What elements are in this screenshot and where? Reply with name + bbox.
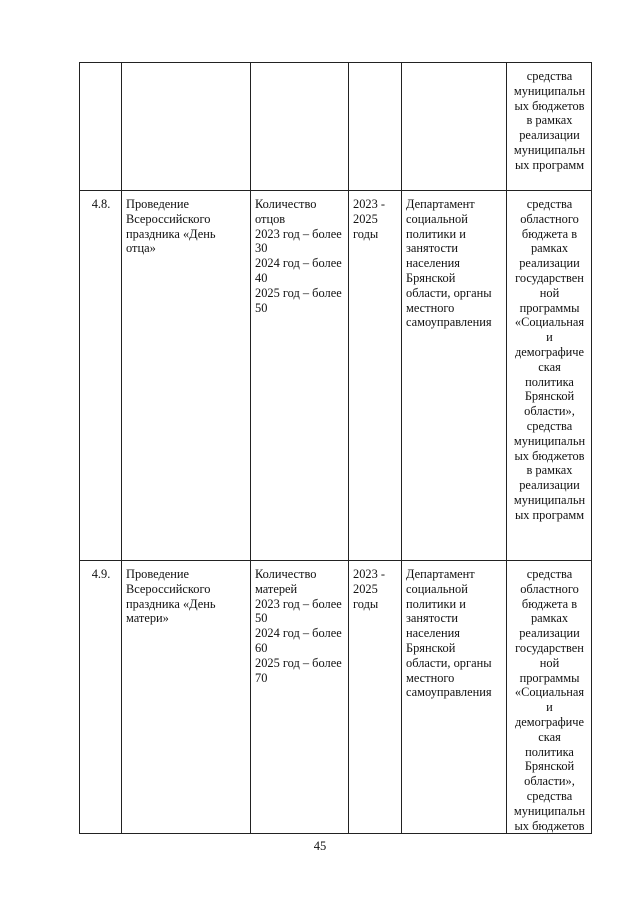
event-cell — [122, 561, 251, 834]
cell-text-line: отцов — [255, 211, 286, 226]
cell-text-line: 2025 — [353, 581, 378, 596]
cell-text-line: и — [546, 700, 553, 715]
period-cell — [349, 561, 402, 834]
cell-text-line: ых программ — [514, 157, 585, 172]
cell-text-line: Департамент — [406, 197, 475, 211]
indicator-cell — [251, 191, 349, 561]
table-row — [80, 191, 592, 561]
cell-text-line: 50 — [255, 300, 268, 315]
cell-text-line: самоуправления — [406, 315, 492, 330]
cell-text-line: 2025 год – более — [255, 285, 342, 300]
cell-text-line: самоуправления — [406, 685, 492, 700]
funding-cell — [507, 191, 592, 561]
cell-text-line: 2025 год – более — [255, 655, 342, 670]
cell-text-line: политики и — [406, 226, 466, 241]
cell-text-line: демографиче — [514, 344, 584, 359]
cell-text-line: Брянской — [406, 640, 456, 655]
cell-text-line: 2023 год – более — [255, 226, 342, 241]
cell-text-line: 30 — [255, 241, 268, 256]
cell-text-line: средства — [526, 69, 573, 83]
cell-text-line: Брянской — [524, 759, 575, 774]
table-row — [80, 63, 592, 191]
cell-text-line: ной — [539, 285, 560, 300]
cell-text-line: матерей — [255, 581, 298, 596]
table-body — [80, 63, 592, 834]
cell-text-line: области», — [524, 404, 575, 419]
executor-cell — [402, 191, 507, 561]
cell-text-line: бюджета в — [521, 596, 578, 611]
cell-text-line: 2024 год – более — [255, 626, 342, 641]
cell-text-line: праздника «День — [126, 596, 216, 611]
cell-text-line: средства — [526, 197, 573, 211]
cell-text-line: населения — [406, 626, 460, 641]
cell-text-line: ых бюджетов — [514, 448, 585, 463]
period-cell — [349, 63, 402, 191]
cell-text-line: матери» — [126, 611, 169, 626]
cell-text-line: местного — [406, 300, 455, 315]
cell-text-line: средства — [526, 567, 573, 581]
cell-text-line: ых бюджетов — [514, 98, 585, 113]
cell-text-line: реализации — [519, 256, 580, 271]
activities-table — [79, 62, 592, 834]
cell-text-line: политики и — [406, 596, 466, 611]
row-number-cell: 4.9. — [80, 561, 122, 834]
event-cell — [122, 63, 251, 191]
cell-text-line: муниципальн — [513, 492, 586, 507]
cell-text-line: области, органы — [406, 285, 492, 300]
event-cell — [122, 191, 251, 561]
cell-text-line: 60 — [255, 640, 268, 655]
cell-text-line: политика — [525, 744, 574, 759]
cell-text-line: 2023 - — [353, 567, 386, 581]
cell-text-line: муниципальн — [513, 433, 586, 448]
cell-text-line: ых программ — [514, 507, 585, 522]
row-number-cell — [80, 63, 122, 191]
cell-text-line: области», — [524, 774, 575, 789]
cell-text-line: Департамент — [406, 567, 475, 581]
cell-text-line: местного — [406, 670, 455, 685]
cell-text-line: рамках — [530, 611, 569, 626]
cell-text-line: 2023 год – более — [255, 596, 342, 611]
cell-text-line: реализации — [519, 128, 580, 143]
cell-text-line: демографиче — [514, 714, 584, 729]
cell-text-line: Проведение — [126, 567, 190, 581]
cell-text-line: государствен — [515, 640, 584, 655]
cell-text-line: социальной — [406, 211, 468, 226]
cell-text-line: муниципальн — [513, 803, 586, 818]
cell-text-line: «Социальная — [514, 685, 585, 700]
cell-text-line: Брянской — [524, 389, 575, 404]
cell-text-line: государствен — [515, 270, 584, 285]
cell-text-line: занятости — [406, 611, 459, 626]
cell-text-line: областного — [520, 211, 579, 226]
cell-text-line: Брянской — [406, 270, 456, 285]
period-cell — [349, 191, 402, 561]
cell-text-line: отца» — [126, 241, 156, 256]
cell-text-line: 40 — [255, 270, 268, 285]
cell-text-line: занятости — [406, 241, 459, 256]
page-number: 45 — [313, 839, 327, 853]
cell-text-line: программы — [519, 670, 580, 685]
cell-text-line: ых бюджетов — [514, 818, 585, 833]
cell-text-line: и — [546, 330, 553, 345]
indicator-cell — [251, 561, 349, 834]
cell-text-line: 2025 — [353, 211, 378, 226]
cell-text-line: в рамках — [526, 463, 573, 478]
cell-text-line: средства — [526, 418, 573, 433]
cell-text-line: реализации — [519, 478, 580, 493]
cell-text-line: ной — [539, 655, 560, 670]
cell-text-line: населения — [406, 256, 460, 271]
cell-text-line: Всероссийского — [126, 581, 211, 596]
cell-text-line: политика — [525, 374, 574, 389]
cell-text-line: ская — [538, 729, 561, 744]
cell-text-line: областного — [520, 581, 579, 596]
cell-text-line: годы — [353, 226, 379, 241]
executor-cell — [402, 561, 507, 834]
cell-text-line: реализации — [519, 626, 580, 641]
cell-text-line: ская — [538, 359, 561, 374]
cell-text-line: бюджета в — [521, 226, 578, 241]
cell-text-line: средства — [526, 788, 573, 803]
cell-text-line: муниципальн — [513, 142, 586, 157]
cell-text-line: «Социальная — [514, 315, 585, 330]
cell-text-line: в рамках — [526, 113, 573, 128]
cell-text-line: 2023 - — [353, 197, 386, 211]
cell-text-line: Количество — [255, 567, 317, 581]
cell-text-line: социальной — [406, 581, 468, 596]
cell-text-line: рамках — [530, 241, 569, 256]
cell-text-line: муниципальн — [513, 83, 586, 98]
table-row — [80, 561, 592, 834]
cell-text-line: праздника «День — [126, 226, 216, 241]
executor-cell — [402, 63, 507, 191]
cell-text-line: программы — [519, 300, 580, 315]
cell-text-line: 50 — [255, 611, 268, 626]
cell-text-line: области, органы — [406, 655, 492, 670]
row-number-cell: 4.8. — [80, 191, 122, 561]
cell-text-line: Всероссийского — [126, 211, 211, 226]
cell-text-line: Проведение — [126, 197, 190, 211]
cell-text-line: годы — [353, 596, 379, 611]
funding-cell — [507, 63, 592, 191]
cell-text-line: 70 — [255, 670, 268, 685]
funding-cell — [507, 561, 592, 834]
cell-text-line: Количество — [255, 197, 317, 211]
cell-text-line: 2024 год – более — [255, 256, 342, 271]
indicator-cell — [251, 63, 349, 191]
